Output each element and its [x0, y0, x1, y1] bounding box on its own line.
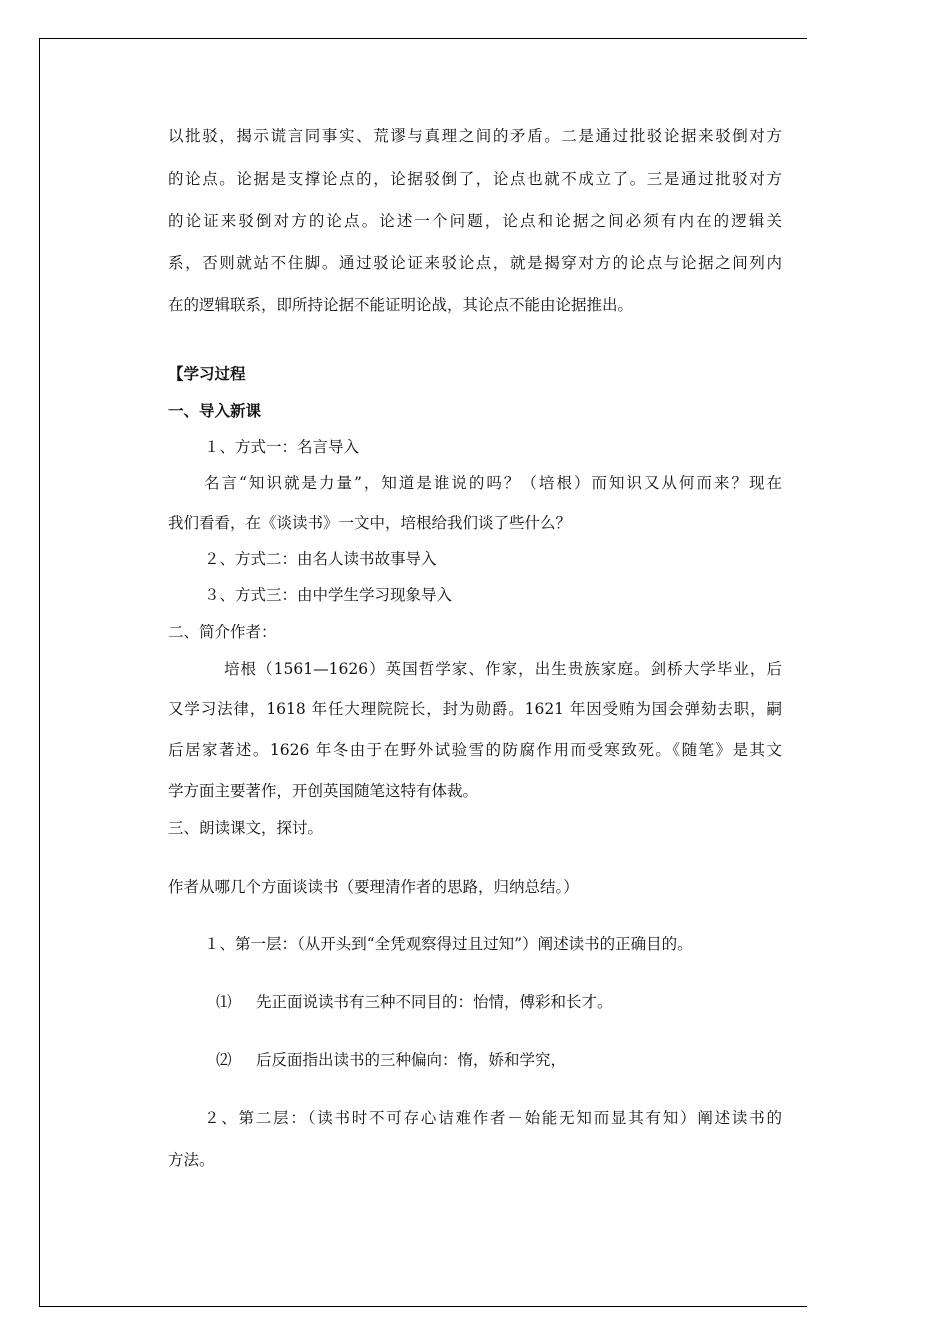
layer1: １、第一层：（从开头到“全凭观察得过且过知”）阐述读书的正确目的。 — [204, 935, 693, 953]
method1: １、方式一：名言导入 — [204, 438, 360, 456]
author-line-3: 后居家著述。1626 年冬由于在野外试验雪的防腐作用而受寒致死。《随笔》是其文 — [168, 741, 782, 759]
method3: ３、方式三：由中学生学习现象导入 — [204, 586, 453, 604]
method1-text-line-2: 我们看看，在《谈读书》一文中，培根给我们谈了些什么？ — [168, 514, 572, 532]
author-line-4: 学方面主要著作，开创英国随笔这特有体裁。 — [168, 782, 479, 800]
author-line-1: 培根（1561—1626）英国哲学家、作家，出生贵族家庭。剑桥大学毕业，后 — [224, 660, 782, 678]
author-line-2: 又学习法律，1618 年任大理院院长，封为勋爵。1621 年因受贿为国会弹劾去职，嗣 — [168, 700, 782, 718]
part3-heading: 三、朗读课文，探讨。 — [168, 819, 324, 837]
point1-number: ⑴ — [216, 993, 232, 1011]
point1 — [216, 992, 613, 1012]
layer2-line-2: 方法。 — [168, 1151, 215, 1169]
point2 — [216, 1050, 566, 1070]
point2-text: 后反面指出读书的三种偏向：惰，娇和学究， — [256, 1051, 567, 1069]
method2: ２、方式二：由名人读书故事导入 — [204, 550, 437, 568]
intro-line-2: 的论点。论据是支撑论点的，论据驳倒了，论点也就不成立了。三是通过批驳对方 — [168, 170, 782, 188]
part2-heading: 二、简介作者： — [168, 623, 277, 641]
intro-line-5: 在的逻辑联系，即所持论据不能证明论战，其论点不能由论据推出。 — [168, 296, 634, 314]
section-heading: 【学习过程 — [168, 365, 246, 383]
part1-heading: 一、导入新课 — [168, 402, 262, 420]
intro-line-1: 以批驳，揭示谎言同事实、荒谬与真理之间的矛盾。二是通过批驳论据来驳倒对方 — [168, 127, 782, 145]
intro-line-3: 的论证来驳倒对方的论点。论述一个问题，论点和论据之间必须有内在的逻辑关 — [168, 212, 782, 230]
layer2-line-1: ２、第二层：（读书时不可存心诘难作者－始能无知而显其有知）阐述读书的 — [204, 1109, 782, 1127]
intro-line-4: 系，否则就站不住脚。通过驳论证来驳论点，就是揭穿对方的论点与论据之间列内 — [168, 254, 782, 272]
point2-number: ⑵ — [216, 1051, 232, 1069]
point1-text: 先正面说读书有三种不同目的：怡情，傅彩和长才。 — [256, 993, 613, 1011]
part3-question: 作者从哪几个方面谈读书（要理清作者的思路，归纳总结。） — [168, 878, 579, 896]
method1-text-line-1: 名言“知识就是力量”，知道是谁说的吗？（培根）而知识又从何而来？现在 — [204, 474, 782, 492]
